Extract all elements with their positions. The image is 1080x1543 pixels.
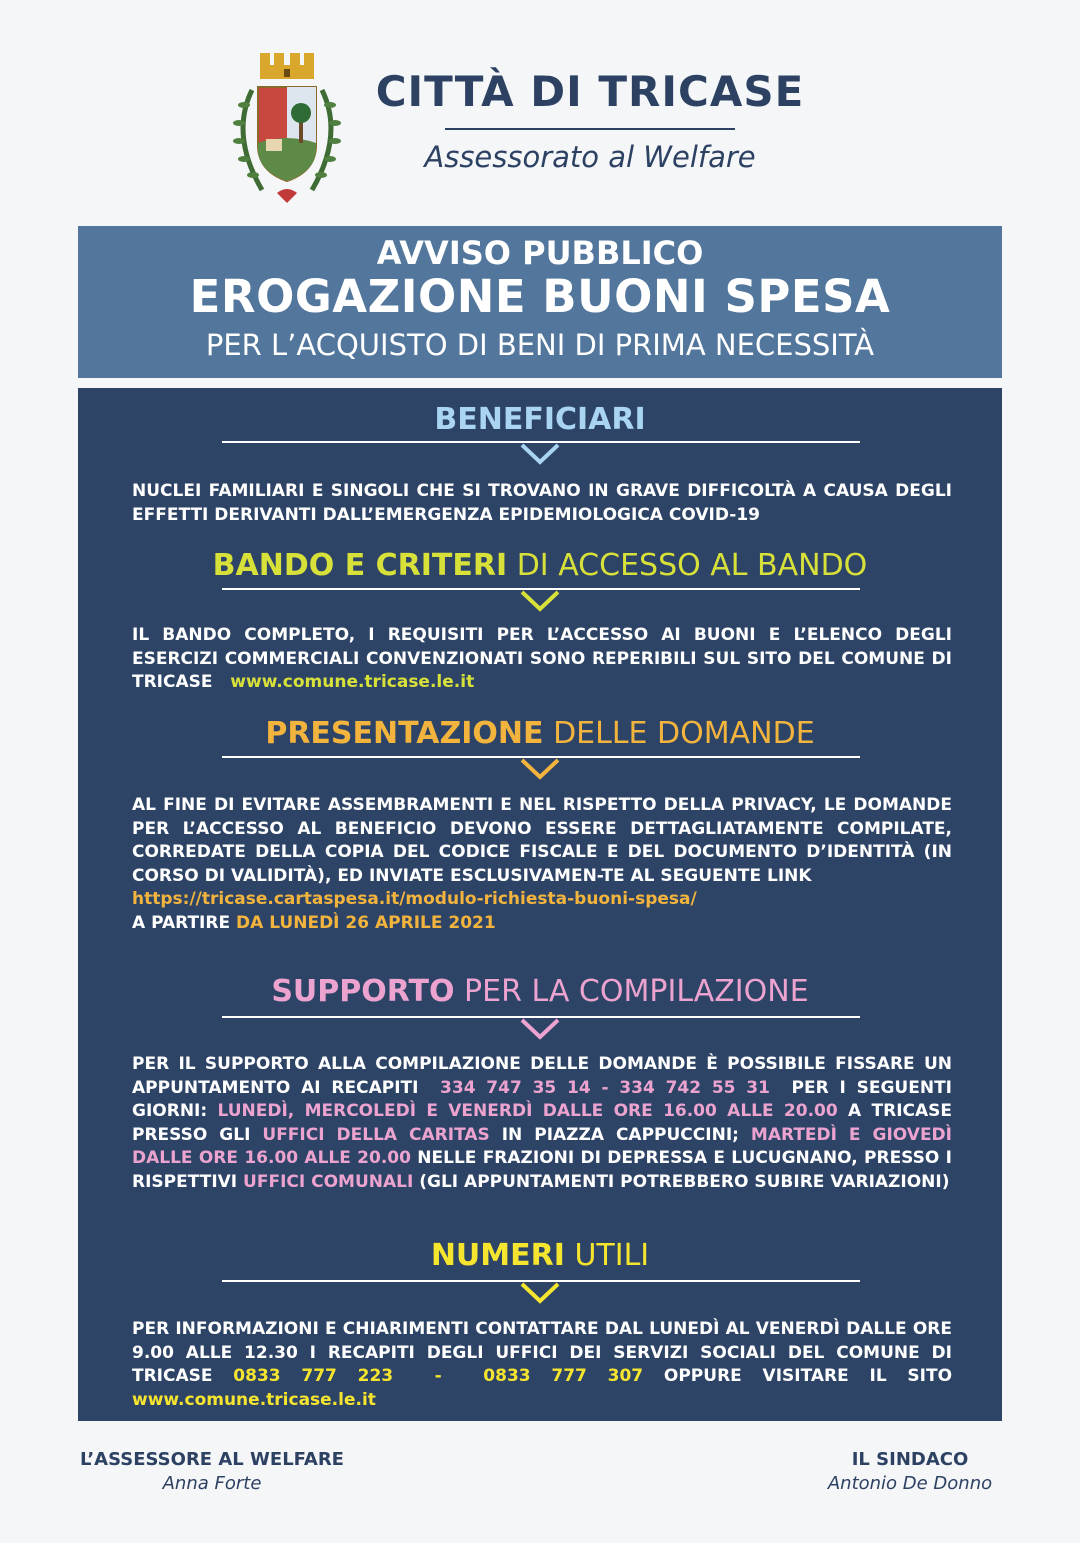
assessore-role: L’ASSESSORE AL WELFARE — [80, 1449, 344, 1470]
banner-line-1: AVVISO PUBBLICO — [376, 234, 704, 272]
numeri-title-light: UTILI — [574, 1238, 650, 1273]
chevron-down-icon — [520, 590, 560, 612]
supporto-text-1: PER IL SUPPORTO ALLA COMPILAZIONE DELLE DOMANDE È POSSIBILE FISSARE UN APPUNTAMENTO AI RECAPITI — [132, 1054, 952, 1098]
supporto-text-2: PER I SEGUENTI GIORNI: — [132, 1077, 952, 1121]
banner-line-3: PER L’ACQUISTO DI BENI DI PRIMA NECESSITÀ — [205, 328, 875, 362]
phone-separator: - — [434, 1366, 442, 1386]
support-phone-numbers: 334 747 35 14 - 334 742 55 31 — [440, 1077, 770, 1098]
section-title-beneficiari — [78, 402, 1002, 438]
section-title-bando — [78, 548, 1002, 584]
city-crest-icon — [222, 45, 352, 205]
supporto-title-bold: SUPPORTO — [271, 974, 455, 1009]
beneficiari-body: NUCLEI FAMILIARI E SINGOLI CHE SI TROVANO IN GRAVE DIFFICOLTÀ A CAUSA DEGLI EFFETTI DERIVANTI DALL’EMERGENZA EPIDEMIOLOGICA COVID-19 — [132, 481, 952, 525]
presentazione-title-light: DELLE DOMANDE — [553, 716, 815, 751]
signature-sindaco — [790, 1448, 1030, 1496]
chevron-down-icon — [520, 443, 560, 465]
bando-body — [132, 624, 952, 695]
presentazione-body — [132, 794, 952, 935]
sindaco-name: Antonio De Donno — [827, 1473, 993, 1494]
bando-title-bold: BANDO E CRITERI — [212, 548, 508, 583]
sindaco-role: IL SINDACO — [851, 1449, 969, 1470]
assessore-name: Anna Forte — [162, 1473, 262, 1494]
presentazione-text: AL FINE DI EVITARE ASSEMBRAMENTI E NEL RISPETTO DELLA PRIVACY, LE DOMANDE PER L’ACCESSO AL BENEFICIO DEVONO ESSERE DETTAGLIATAMENTE COMPILATE, CORREDATE DELLA COPIA DEL CODICE FISCALE E DEL DOCUMENTO D’IDENTITÀ (IN CORSO DI VALIDITÀ), ED INVIATE ESCLUSIVAMEN-TE AL SEGUENTE LINK — [132, 795, 952, 886]
support-days-frazioni: MARTEDÌ E GIOVEDÌ DALLE ORE 16.00 ALLE 20.00 — [132, 1124, 952, 1168]
department-subtitle: Assessorato al Welfare — [424, 140, 756, 174]
signature-assessore — [62, 1448, 362, 1496]
comune-website-link[interactable]: www.comune.tricase.le.it — [230, 672, 475, 692]
numeri-title-bold: NUMERI — [430, 1238, 565, 1273]
bando-text: IL BANDO COMPLETO, I REQUISITI PER L’ACCESSO AI BUONI E L’ELENCO DEGLI ESERCIZI COMMERCIALI CONVENZIONATI SONO REPERIBILI SUL SITO DEL COMUNE DI TRICASE — [132, 625, 952, 692]
chevron-down-icon — [520, 1018, 560, 1040]
supporto-text-3: A TRICASE PRESSO GLI — [132, 1101, 953, 1145]
numeri-text-2: OPPURE VISITARE IL SITO — [663, 1366, 953, 1386]
request-form-link[interactable]: https://tricase.cartaspesa.it/modulo-richiesta-buoni-spesa/ — [132, 889, 697, 909]
social-services-phone-2: 0833 777 307 — [483, 1366, 644, 1386]
title-divider — [445, 128, 735, 130]
social-services-phone-1: 0833 777 223 — [233, 1366, 394, 1386]
beneficiari-title: BENEFICIARI — [434, 402, 646, 437]
chevron-down-icon — [520, 1282, 560, 1304]
bando-title-light: DI ACCESSO AL BANDO — [516, 548, 868, 583]
numeri-body — [132, 1318, 952, 1412]
supporto-body — [132, 1053, 952, 1194]
supporto-text-4: IN PIAZZA CAPPUCCINI; — [501, 1124, 739, 1145]
content-panel — [78, 388, 1002, 1421]
municipal-offices: UFFICI COMUNALI — [243, 1171, 414, 1192]
chevron-down-icon — [520, 758, 560, 780]
banner-line-2: EROGAZIONE BUONI SPESA — [189, 270, 891, 323]
section-title-presentazione — [78, 716, 1002, 752]
support-days-tricase: LUNEDÌ, MERCOLEDÌ E VENERDÌ DALLE ORE 16.00 ALLE 20.00 — [217, 1101, 838, 1121]
presentazione-title-bold: PRESENTAZIONE — [265, 716, 544, 751]
numeri-text-1: PER INFORMAZIONI E CHIARIMENTI CONTATTARE DAL LUNEDÌ AL VENERDÌ DALLE ORE 9.00 ALLE 12.30 I RECAPITI DEGLI UFFICI DEI SERVIZI SOCIALI DEL COMUNE DI TRICASE — [132, 1319, 952, 1386]
supporto-text-6: (GLI APPUNTAMENTI POTREBBERO SUBIRE VARIAZIONI) — [419, 1171, 950, 1192]
section-title-supporto — [78, 974, 1002, 1010]
comune-website-link-footer[interactable]: www.comune.tricase.le.it — [132, 1389, 376, 1410]
caritas-office: UFFICI DELLA CARITAS — [262, 1124, 490, 1145]
supporto-text-5: NELLE FRAZIONI DI DEPRESSA E LUCUGNANO, PRESSO I RISPETTIVI — [132, 1148, 952, 1192]
header — [0, 40, 1080, 210]
title-block — [370, 68, 810, 174]
city-title: CITTÀ DI TRICASE — [375, 67, 805, 116]
notice-banner — [78, 226, 1002, 378]
section-title-numeri — [78, 1238, 1002, 1274]
start-label: A PARTIRE — [132, 912, 231, 933]
start-date: DA LUNEDÌ 26 APRILE 2021 — [236, 912, 496, 933]
supporto-title-light: PER LA COMPILAZIONE — [464, 974, 809, 1009]
